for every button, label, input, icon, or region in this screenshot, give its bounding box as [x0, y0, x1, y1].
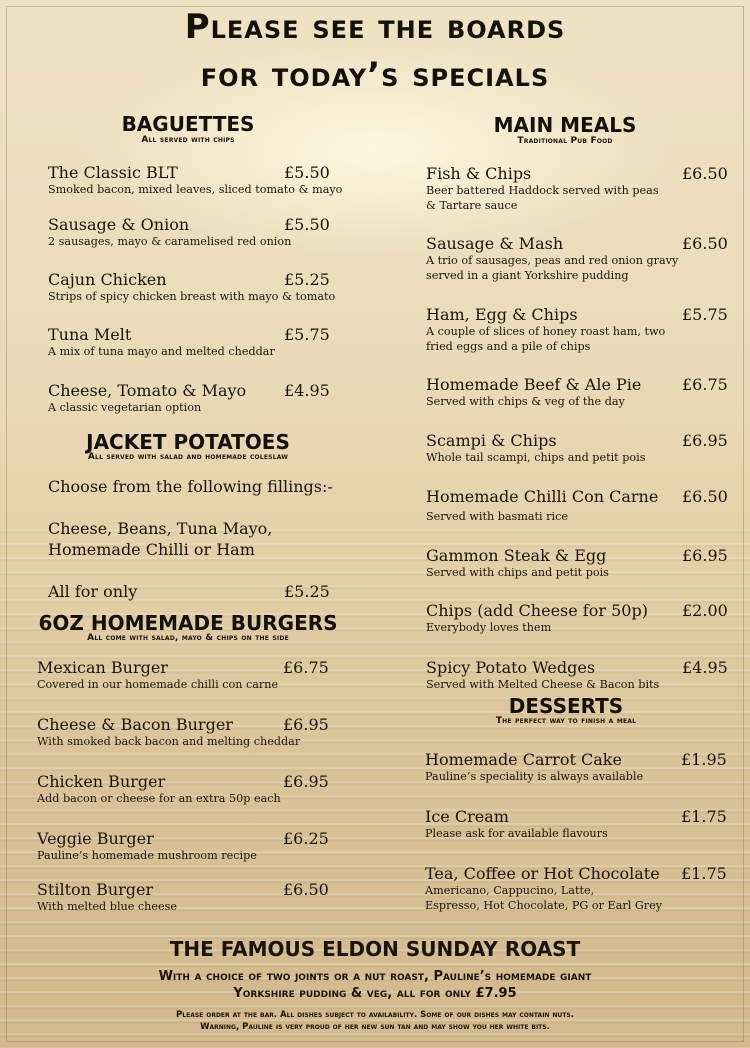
menu-item: [48, 215, 388, 249]
item-name: Scampi & Chips: [426, 431, 557, 450]
menu-item: [426, 431, 732, 465]
item-description: Pauline’s speciality is always available: [425, 770, 644, 783]
item-price: £6.95: [283, 772, 329, 791]
menu-item: [426, 305, 732, 354]
menu-item: [426, 234, 732, 283]
item-price: £2.00: [682, 601, 728, 620]
menu-item: [425, 750, 731, 784]
burgers-subtitle: All come with salad, mayo & chips on the side: [87, 633, 289, 643]
item-description: Smoked bacon, mixed leaves, sliced tomato & mayo: [48, 183, 343, 196]
item-price: £4.95: [284, 381, 330, 400]
jacket-all-price: £5.25: [284, 582, 330, 601]
item-description: Please ask for available flavours: [425, 827, 608, 840]
item-name: Sausage & Mash: [426, 234, 564, 253]
item-name: Stilton Burger: [37, 880, 154, 899]
item-description-line-2: Espresso, Hot Chocolate, PG or Earl Grey: [425, 899, 663, 912]
item-name: Ham, Egg & Chips: [426, 305, 578, 324]
menu-item: [48, 325, 388, 359]
desserts-title: DESSERTS: [508, 694, 624, 718]
item-name: The Classic BLT: [48, 163, 178, 182]
jacket-all-label: All for only: [48, 582, 138, 601]
item-price: £6.75: [283, 658, 329, 677]
menu-item: [37, 772, 377, 806]
menu-item: [426, 546, 732, 580]
item-name: Homemade Chilli Con Carne: [426, 487, 659, 506]
menu-item: [48, 381, 388, 415]
item-name: Cajun Chicken: [48, 270, 167, 289]
menu-item: [37, 829, 377, 863]
menu-item: [37, 715, 377, 749]
jacket-fillings-line-2: Homemade Chilli or Ham: [48, 540, 255, 559]
jacket-fillings-line-1: Cheese, Beans, Tuna Mayo,: [48, 519, 273, 538]
footer-line-2: Warning, Pauline is very proud of her new sun tan and may show you her white bits.: [200, 1022, 550, 1032]
item-name: Spicy Potato Wedges: [426, 658, 596, 677]
item-description: A trio of sausages, peas and red onion gravy: [426, 254, 679, 267]
menu-item: [426, 658, 732, 692]
item-price: £6.50: [682, 164, 728, 183]
item-description-line-2: fried eggs and a pile of chips: [426, 340, 591, 353]
desserts-subtitle: The perfect way to finish a meal: [495, 716, 637, 726]
item-description: With melted blue cheese: [37, 900, 177, 913]
item-description: Beer battered Haddock served with peas: [426, 184, 659, 197]
item-name: Chips (add Cheese for 50p): [426, 601, 648, 620]
item-name: Chicken Burger: [37, 772, 166, 791]
item-price: £5.50: [284, 163, 330, 182]
item-description: A classic vegetarian option: [48, 401, 202, 414]
item-description: Everybody loves them: [426, 621, 552, 634]
headline-line-1: Please see the boards: [184, 7, 566, 47]
item-name: Cheese, Tomato & Mayo: [48, 381, 247, 400]
item-name: Gammon Steak & Egg: [426, 546, 607, 565]
sunday-roast-title: THE FAMOUS ELDON SUNDAY ROAST: [169, 937, 581, 961]
item-name: Ice Cream: [425, 807, 509, 826]
footer-notes: [0, 1009, 750, 1033]
item-name: Sausage & Onion: [48, 215, 190, 234]
item-description-line-2: served in a giant Yorkshire pudding: [426, 269, 629, 282]
item-price: £1.95: [681, 750, 727, 769]
item-price: £1.75: [681, 864, 727, 883]
item-price: £5.75: [284, 325, 330, 344]
item-name: Tea, Coffee or Hot Chocolate: [425, 864, 660, 883]
item-price: £5.25: [284, 270, 330, 289]
jacket-potatoes-subtitle: All served with salad and homemade coleslaw: [87, 452, 289, 462]
item-name: Tuna Melt: [48, 325, 132, 344]
item-description: Strips of spicy chicken breast with mayo & tomato: [48, 290, 336, 303]
menu-item: [426, 375, 732, 409]
sunday-roast-line-1: With a choice of two joints or a nut roast, Pauline’s homemade giant: [158, 969, 592, 984]
item-description: Served with chips & veg of the day: [426, 395, 625, 408]
menu-item: [48, 163, 388, 197]
item-description: Served with Melted Cheese & Bacon bits: [426, 678, 660, 691]
item-description: Add bacon or cheese for an extra 50p each: [37, 792, 281, 805]
baguettes-title: BAGUETTES: [121, 112, 255, 136]
item-price: £6.50: [283, 880, 329, 899]
item-description: A mix of tuna mayo and melted cheddar: [48, 345, 275, 358]
item-description: 2 sausages, mayo & caramelised red onion: [48, 235, 292, 248]
item-price: £6.50: [682, 234, 728, 253]
main-meals-title: MAIN MEALS: [493, 113, 637, 137]
item-price: £1.75: [681, 807, 727, 826]
footer-line-1: Please order at the bar. All dishes subject to availability. Some of our dishes may contain nuts.: [176, 1010, 574, 1020]
item-description: Covered in our homemade chilli con carne: [37, 678, 279, 691]
item-price: £5.75: [682, 305, 728, 324]
sunday-roast-description: [0, 968, 750, 1002]
item-price: £6.50: [682, 487, 728, 506]
item-name: Veggie Burger: [37, 829, 154, 848]
jacket-potatoes-title: JACKET POTATOES: [86, 430, 290, 454]
jacket-intro: Choose from the following fillings:-: [48, 477, 333, 496]
menu-item: [426, 487, 732, 524]
item-price: £5.50: [284, 215, 330, 234]
menu-item: [426, 164, 732, 213]
item-description: A couple of slices of honey roast ham, two: [426, 325, 666, 338]
item-price: £6.25: [283, 829, 329, 848]
item-name: Homemade Beef & Ale Pie: [426, 375, 642, 394]
item-price: £4.95: [682, 658, 728, 677]
sunday-roast-line-2: Yorkshire pudding & veg, all for only £7.95: [233, 986, 517, 1001]
item-price: £6.95: [682, 546, 728, 565]
item-price: £6.75: [682, 375, 728, 394]
item-description: Americano, Cappucino, Latte,: [425, 884, 595, 897]
item-description-line-2: & Tartare sauce: [426, 199, 518, 212]
item-description: With smoked back bacon and melting cheddar: [37, 735, 301, 748]
item-description: Served with basmati rice: [426, 510, 568, 523]
baguettes-subtitle: All served with chips: [141, 135, 235, 145]
item-description: Served with chips and petit pois: [426, 566, 609, 579]
main-meals-subtitle: Traditional Pub Food: [517, 136, 613, 146]
item-description: Pauline’s homemade mushroom recipe: [37, 849, 257, 862]
item-price: £6.95: [283, 715, 329, 734]
item-description: Whole tail scampi, chips and petit pois: [426, 451, 646, 464]
item-name: Homemade Carrot Cake: [425, 750, 622, 769]
menu-item: [48, 270, 388, 304]
menu-item: [426, 601, 732, 635]
headline-line-2: for today’s specials: [200, 55, 550, 95]
item-name: Fish & Chips: [426, 164, 532, 183]
burgers-title: 6OZ HOMEMADE BURGERS: [38, 611, 338, 635]
menu-item: [425, 807, 731, 841]
item-name: Mexican Burger: [37, 658, 168, 677]
item-name: Cheese & Bacon Burger: [37, 715, 233, 734]
menu-item: [37, 880, 377, 914]
menu-item: [425, 864, 731, 913]
item-price: £6.95: [682, 431, 728, 450]
menu-item: [37, 658, 377, 692]
